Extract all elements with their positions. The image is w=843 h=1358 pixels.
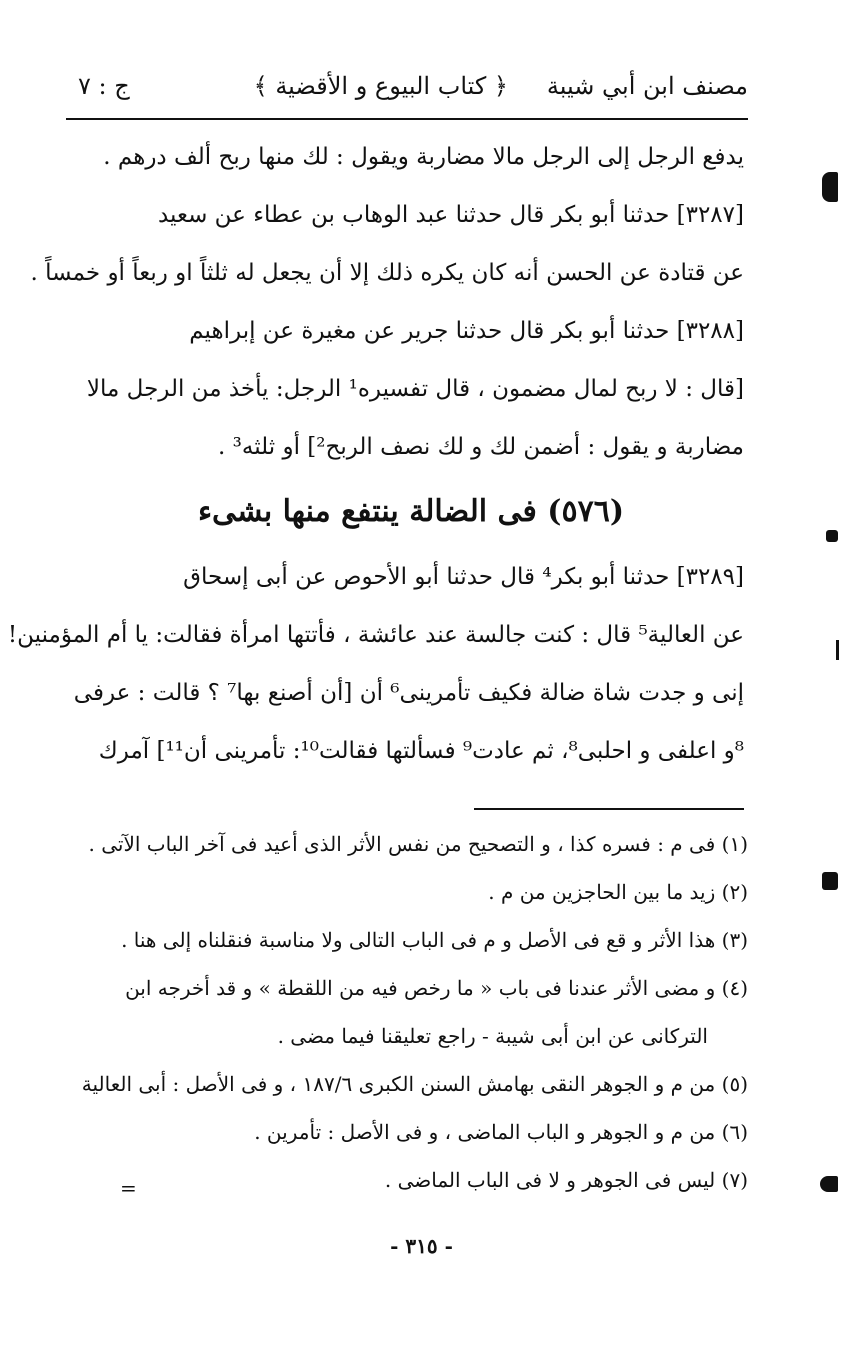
page-number: - ٣١٥ - (390, 1234, 453, 1258)
main-text (7, 128, 744, 780)
text-line: إنى و جدت شاة ضالة فكيف تأمرينى⁶ أن [أن أصنع بها⁷ ؟ قالت : عرفى (73, 680, 744, 706)
scan-mark (826, 530, 838, 542)
text-line: [٣٢٨٨] حدثنا أبو بكر قال حدثنا جرير عن مغيرة عن إبراهيم (189, 318, 744, 344)
footnote: (٣) هذا الأثر و قع فى الأصل و م فى الباب التالى ولا مناسبة فنقلناه إلى هنا . (121, 928, 748, 952)
footnote: (٧) ليس فى الجوهر و لا فى الباب الماضى . (384, 1168, 748, 1192)
scan-mark (822, 872, 838, 890)
footnote: (٦) من م و الجوهر و الباب الماضى ، و فى الأصل : تأمرين . (254, 1120, 748, 1144)
section-heading: (٥٧٦) فى الضالة ينتفع منها بشىء (197, 494, 625, 529)
scan-mark (822, 172, 838, 202)
running-header (78, 68, 748, 112)
scan-mark (820, 1176, 838, 1192)
footnote: (٢) زيد ما بين الحاجزين من م . (488, 880, 748, 904)
text-line: عن قتادة عن الحسن أنه كان يكره ذلك إلا أن يجعل له ثلثاً او ربعاً أو خمساً . (30, 260, 744, 286)
text-line: مضاربة و يقول : أضمن لك و لك نصف الربح²] أو ثلثه³ . (218, 434, 744, 460)
text-line: ⁸و اعلفى و احلبى⁸، ثم عادت⁹ فسألتها فقالت¹⁰: تأمرينى أن¹¹] آمرك (98, 738, 744, 764)
text-line: [قال : لا ربح لمال مضمون ، قال تفسيره¹ الرجل: يأخذ من الرجل مالا (86, 376, 744, 402)
text-line: يدفع الرجل إلى الرجل مالا مضاربة ويقول : لك منها ربح ألف درهم . (103, 144, 744, 170)
continuation-mark: = (120, 1176, 137, 1200)
volume-label: ج : ٧ (78, 72, 130, 100)
footnote: (٤) و مضى الأثر عندنا فى باب « ما رخص فيه من اللقطة » و قد أخرجه ابن (125, 976, 748, 1000)
scan-mark (836, 640, 839, 660)
footnote-rule (474, 808, 744, 810)
header-rule (66, 118, 748, 120)
footnote-continuation: التركانى عن ابن أبى شيبة - راجع تعليقنا فيما مضى . (277, 1024, 708, 1048)
text-line: عن العالية⁵ قال : كنت جالسة عند عائشة ، فأتتها امرأة فقالت: يا أم المؤمنين! (7, 622, 744, 648)
footnotes (78, 820, 748, 1204)
footnote: (٥) من م و الجوهر النقى بهامش السنن الكبرى ١٨٧/٦ ، و فى الأصل : أبى العالية (81, 1072, 748, 1096)
book-title: مصنف ابن أبي شيبة (546, 72, 748, 100)
footnote: (١) فى م : فسره كذا ، و التصحيح من نفس الأثر الذى أعيد فى آخر الباب الآتى . (88, 832, 748, 856)
text-line: [٣٢٨٧] حدثنا أبو بكر قال حدثنا عبد الوهاب بن عطاء عن سعيد (157, 202, 744, 228)
text-line: [٣٢٨٩] حدثنا أبو بكر⁴ قال حدثنا أبو الأحوص عن أبى إسحاق (183, 564, 744, 590)
chapter-title: ﴿ كتاب البيوع و الأقضية ﴾ (253, 72, 508, 100)
